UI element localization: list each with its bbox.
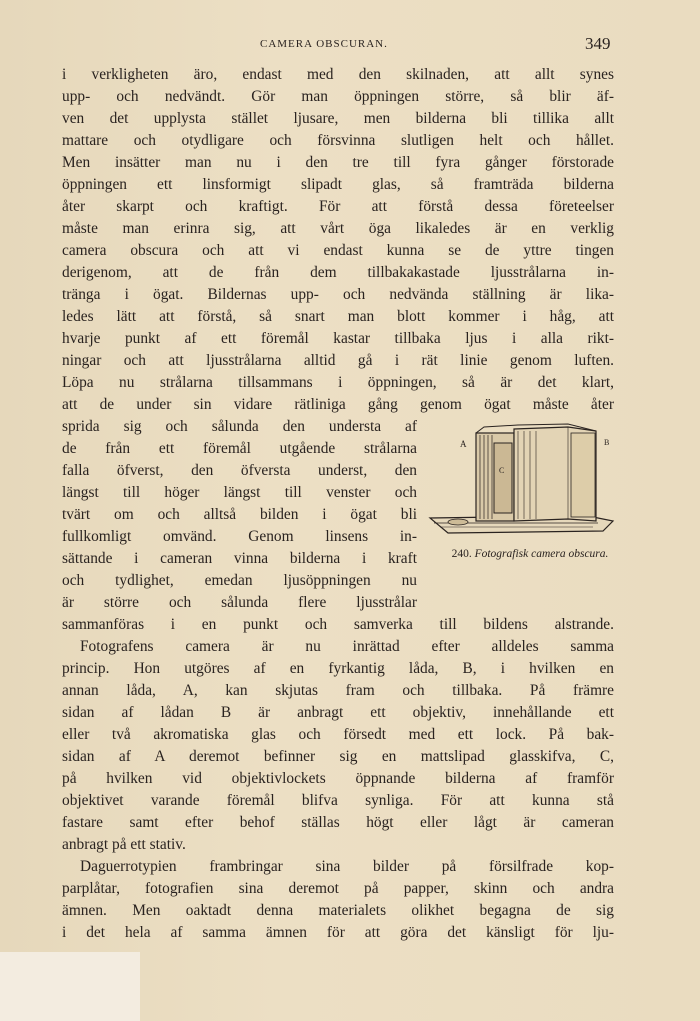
text-line: annan låda, A, kan skjutas fram och tillbaka. På främre [62, 682, 614, 699]
text-line: sidan af lådan B är anbragt ett objektiv, innehållande ett [62, 704, 614, 721]
text-line: ningar och att ljusstrålarna alltid gå i rät linie genom luften. [62, 352, 614, 369]
text-line: Men insätter man nu i den tre till fyra gånger förstorade [62, 154, 614, 171]
label-b: B [604, 438, 610, 447]
text-line: upp- och nedvändt. Gör man öppningen större, så blir äf- [62, 88, 614, 105]
text-line: hvarje punkt af ett föremål kastar tillbaka ljus i alla rikt- [62, 330, 614, 347]
text-line: tvärt om och alltså bilden i ögat bli [62, 506, 417, 523]
text-line: camera obscura och att vi endast kunna se de yttre tingen [62, 242, 614, 259]
camera-illustration [428, 421, 618, 551]
figure-number: 240. [451, 548, 472, 560]
text-line: åter skarpt och kraftigt. För att förstå dessa företeelser [62, 198, 614, 215]
ground-glass-c [494, 443, 512, 513]
text-line: ledes lätt att förstå, så snart man blott kommer i håg, att [62, 308, 614, 325]
text-line: de från ett föremål utgående strålarna [62, 440, 417, 457]
page-number: 349 [585, 34, 611, 53]
text-line: derigenom, att de från dem tillbakakastade ljusstrålarna in- [62, 264, 614, 281]
text-line: i verkligheten äro, endast med den skilnaden, att allt synes [62, 66, 614, 83]
text-line: öppningen ett linsformigt slipadt glas, så framträda bilderna [62, 176, 614, 193]
label-c: C [499, 466, 505, 475]
text-line: sättande i cameran vinna bilderna i kraft [62, 550, 417, 567]
page-corner [0, 952, 140, 1021]
text-line: sammanföras i en punkt och samverka till bildens alstrande. [62, 616, 614, 633]
text-line: mattare och otydligare och försvinna slutligen helt och hållet. [62, 132, 614, 149]
text-line: tränga i ögat. Bildernas upp- och nedvända ställning är lika- [62, 286, 614, 303]
label-a: A [460, 439, 467, 449]
text-line: att de under sin vidare rätliniga gång genom ögat måste åter [62, 396, 614, 413]
text-line: ämnen. Men oaktadt denna materialets olikhet begagna de sig [62, 902, 614, 919]
text-line: sidan af A deremot befinner sig en mattslipad glasskifva, C, [62, 748, 614, 765]
text-line: Löpa nu strålarna tillsammans i öppningen, så är det klart, [62, 374, 614, 391]
text-line: längst till höger längst till venster och [62, 484, 417, 501]
text-line: objektivet varande föremål blifva synliga. För att kunna stå [62, 792, 614, 809]
running-head-title: CAMERA OBSCURAN. [260, 38, 388, 50]
figure-caption [440, 547, 620, 561]
text-line: anbragt på ett stativ. [62, 836, 186, 853]
text-line: fastare samt efter behof ställas högt eller lågt är cameran [62, 814, 614, 831]
text-line: måste man erinra sig, att vårt öga likaledes är en verklig [62, 220, 614, 237]
text-line: falla öfverst, den öfversta underst, den [62, 462, 417, 479]
text-line: är större och sålunda flere ljusstrålar [62, 594, 417, 611]
text-line: Fotografens camera är nu inrättad efter alldeles samma [80, 638, 614, 655]
text-line: fullkomligt omvänd. Genom linsens in- [62, 528, 417, 545]
text-line: i det hela af samma ämnen för att göra det känsligt för lju- [62, 924, 614, 941]
text-line: på hvilken vid objektivlockets öppnande bilderna af framför [62, 770, 614, 787]
text-line: princip. Hon utgöres af en fyrkantig låda, B, i hvilken en [62, 660, 614, 677]
text-line: eller två akromatiska glas och försedt med ett lock. På bak- [62, 726, 614, 743]
text-line: och tydlighet, emedan ljusöppningen nu [62, 572, 417, 589]
text-line: ven det upplysta stället ljusare, men bilderna bli tillika allt [62, 110, 614, 127]
figure-caption-text: Fotografisk camera obscura. [474, 548, 609, 560]
text-line: Daguerrotypien frambringar sina bilder på försilfrade kop- [80, 858, 614, 875]
text-line: sprida sig och sålunda den understa af [62, 418, 417, 435]
text-line: parplåtar, fotografien sina deremot på papper, skinn och andra [62, 880, 614, 897]
running-head [0, 34, 700, 56]
